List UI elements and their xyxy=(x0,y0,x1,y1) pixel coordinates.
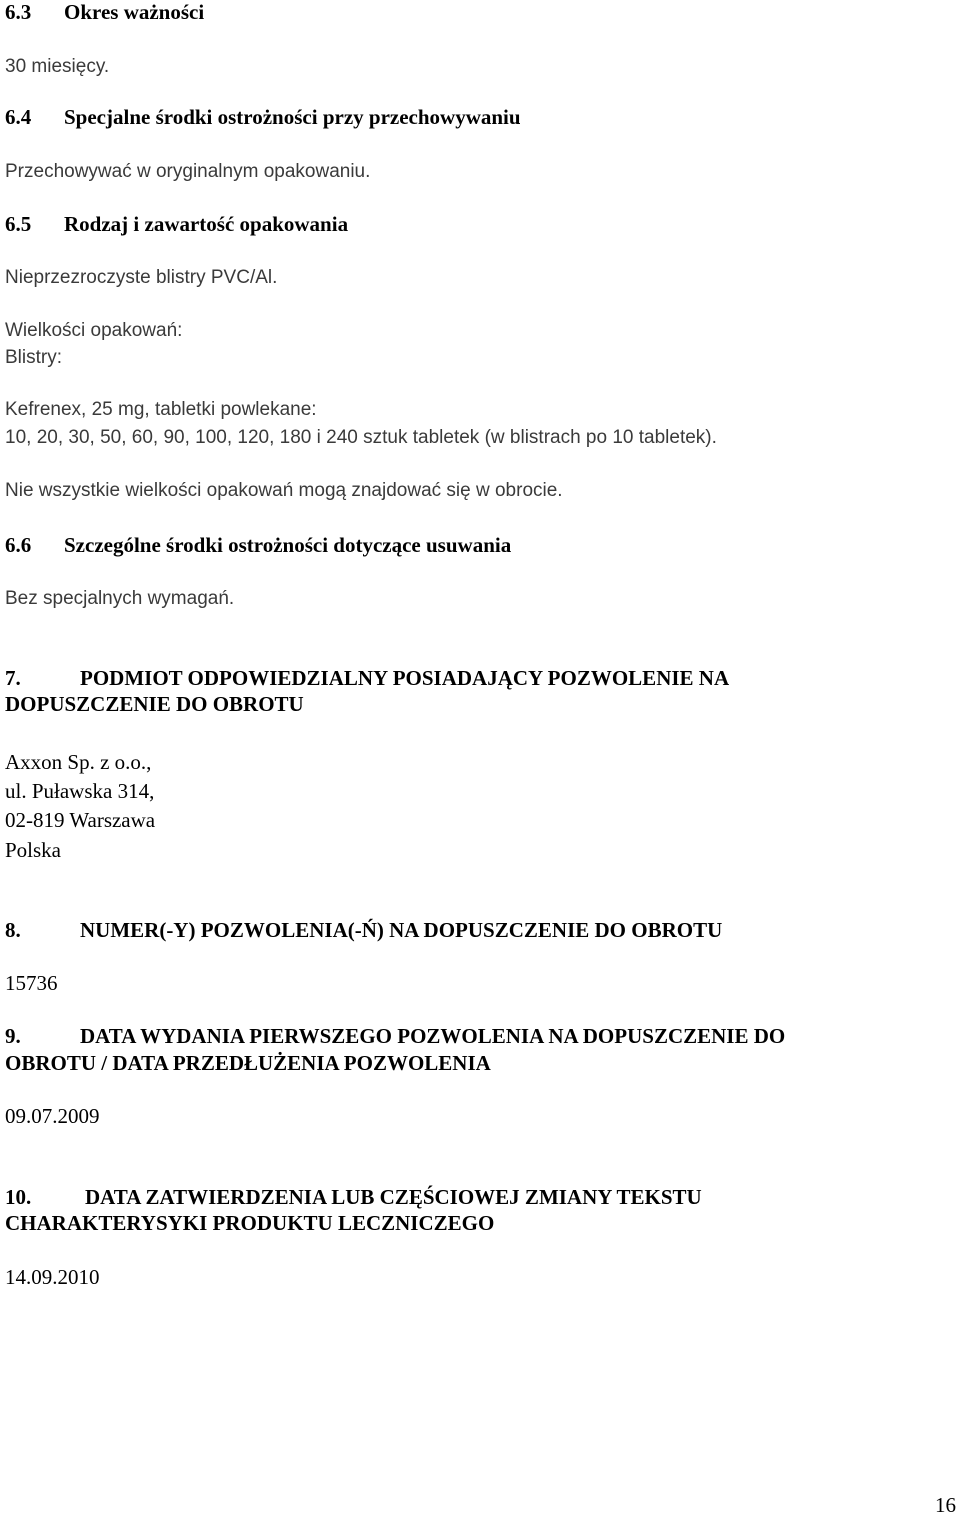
shelf-life-text: 30 miesięcy. xyxy=(5,56,110,77)
section-6-4-heading xyxy=(5,107,521,128)
section-6-3-heading xyxy=(5,2,204,23)
revision-date: 14.09.2010 xyxy=(5,1265,100,1289)
first-authorization-date: 09.07.2009 xyxy=(5,1104,100,1128)
section-number: 6.5 xyxy=(5,212,32,236)
packaging-line: 10, 20, 30, 50, 60, 90, 100, 120, 180 i 240 sztuk tabletek (w blistrach po 10 tabletek). xyxy=(5,427,717,448)
section-number: 9. xyxy=(5,1024,21,1048)
section-9-heading xyxy=(5,1026,785,1047)
section-6-5-heading xyxy=(5,214,348,235)
section-title: DATA ZATWIERDZENIA LUB CZĘŚCIOWEJ ZMIANY TEKSTU xyxy=(85,1185,702,1209)
section-number: 10. xyxy=(5,1185,32,1209)
section-number: 8. xyxy=(5,918,21,942)
section-title: Rodzaj i zawartość opakowania xyxy=(64,212,349,236)
address-line: ul. Puławska 314, xyxy=(5,779,155,803)
address-line: Axxon Sp. z o.o., xyxy=(5,750,152,774)
section-7-heading xyxy=(5,668,729,689)
packaging-line: Blistry: xyxy=(5,347,62,368)
storage-text: Przechowywać w oryginalnym opakowaniu. xyxy=(5,161,371,182)
section-9-heading-cont: OBROTU / DATA PRZEDŁUŻENIA POZWOLENIA xyxy=(5,1051,491,1075)
authorization-number: 15736 xyxy=(5,971,58,995)
section-title: DATA WYDANIA PIERWSZEGO POZWOLENIA NA DOPUSZCZENIE DO xyxy=(80,1024,786,1048)
section-number: 6.4 xyxy=(5,105,32,129)
packaging-line: Wielkości opakowań: xyxy=(5,320,183,341)
packaging-line: Kefrenex, 25 mg, tabletki powlekane: xyxy=(5,399,317,420)
address-line: 02-819 Warszawa xyxy=(5,808,156,832)
address-line: Polska xyxy=(5,838,62,862)
page-number: 16 xyxy=(935,1493,956,1517)
disposal-text: Bez specjalnych wymagań. xyxy=(5,588,235,609)
section-title: NUMER(-Y) POZWOLENIA(-Ń) NA DOPUSZCZENIE DO OBROTU xyxy=(80,918,723,942)
section-number: 6.3 xyxy=(5,0,32,24)
section-8-heading xyxy=(5,920,722,941)
section-title: Okres ważności xyxy=(64,0,205,24)
packaging-line: Nieprzezroczyste blistry PVC/Al. xyxy=(5,267,278,288)
section-7-heading-cont: DOPUSZCZENIE DO OBROTU xyxy=(5,692,304,716)
section-title: Szczególne środki ostrożności dotyczące usuwania xyxy=(64,533,512,557)
section-number: 7. xyxy=(5,666,21,690)
section-10-heading-cont: CHARAKTERYSYKI PRODUKTU LECZNICZEGO xyxy=(5,1211,495,1235)
packaging-line: Nie wszystkie wielkości opakowań mogą znajdować się w obrocie. xyxy=(5,480,563,501)
section-10-heading xyxy=(5,1187,702,1208)
section-6-6-heading xyxy=(5,535,511,556)
section-title: PODMIOT ODPOWIEDZIALNY POSIADAJĄCY POZWOLENIE NA xyxy=(80,666,730,690)
section-number: 6.6 xyxy=(5,533,32,557)
section-title: Specjalne środki ostrożności przy przechowywaniu xyxy=(64,105,521,129)
